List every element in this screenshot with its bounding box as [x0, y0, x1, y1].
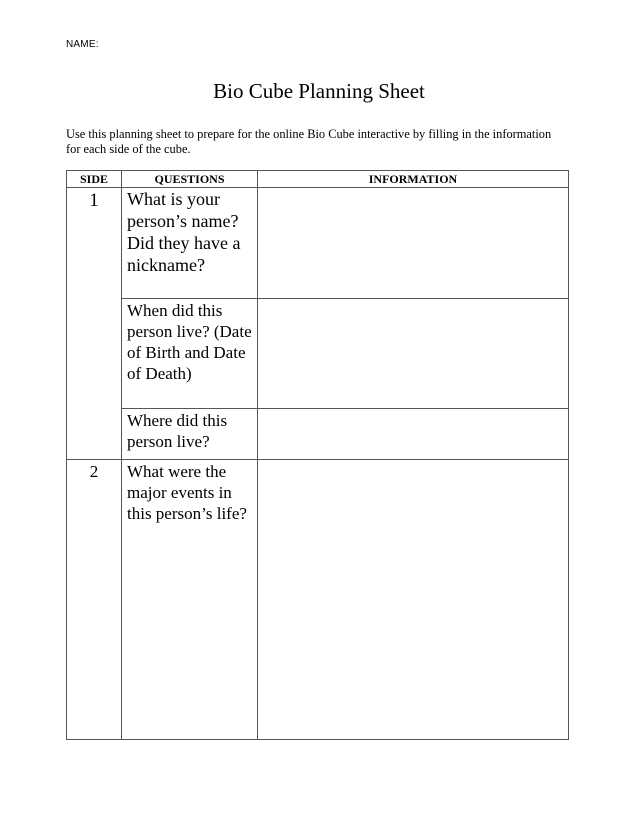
question-cell: What is your person’s name? Did they have a nickname? — [122, 188, 258, 299]
column-header-side: SIDE — [67, 171, 122, 188]
name-label: NAME: — [66, 39, 99, 50]
instructions-text: Use this planning sheet to prepare for the online Bio Cube interactive by filling in the information for each side of the cube. — [66, 127, 552, 156]
question-cell: Where did this person live? — [122, 409, 258, 460]
information-cell[interactable] — [258, 409, 569, 460]
information-cell[interactable] — [258, 188, 569, 299]
page-title: Bio Cube Planning Sheet — [213, 79, 425, 103]
table-header-row — [67, 171, 569, 188]
table-row — [67, 298, 569, 408]
planning-table — [66, 170, 569, 740]
column-header-questions: QUESTIONS — [122, 171, 258, 188]
table-row — [67, 409, 569, 460]
table-row — [67, 460, 569, 740]
side-number-cell: 1 — [67, 188, 122, 299]
table-row — [67, 188, 569, 299]
side-number-cell — [67, 409, 122, 460]
information-cell[interactable] — [258, 298, 569, 408]
side-number-cell: 2 — [67, 460, 122, 740]
question-cell: What were the major events in this person’s life? — [122, 460, 258, 740]
column-header-information: INFORMATION — [258, 171, 569, 188]
question-cell: When did this person live? (Date of Birth and Date of Death) — [122, 298, 258, 408]
side-number-cell — [67, 298, 122, 408]
information-cell[interactable] — [258, 460, 569, 740]
